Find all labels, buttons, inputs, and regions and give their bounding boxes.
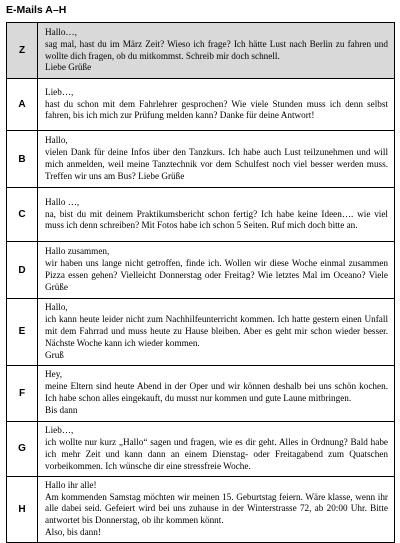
email-row (7, 23, 395, 79)
email-letter: G (7, 421, 38, 476)
email-line: Gruß (45, 349, 64, 360)
email-line: Lieb…, (45, 86, 74, 97)
email-line: Hallo, (45, 302, 68, 312)
email-line: vielen Dank für deine Infos über den Tanzkurs. Ich habe auch Lust teilzunehmen und will mich anmelden, weil meine Tanztechnik vor dem Schulfest noch viel besser werden muss. Treffen wir uns am Bus? Liebe Grüße (45, 147, 388, 181)
email-text (38, 79, 395, 131)
email-text (38, 242, 395, 299)
email-letter: F (7, 365, 38, 421)
email-line: Bis dann (45, 405, 78, 416)
email-line: ich wollte nur kurz „Hallo“ sagen und fragen, wie es dir geht. Alles in Ordnung? Bald habe ich mehr Zeit und kann dann an einem Dienstag- oder Freitagabend zum Quatschen vorbeikommen. Ich wünsche dir eine stressfreie Woche. (45, 436, 388, 471)
email-line: Am kommenden Samstag möchten wir meinen 15. Geburtstag feiern. Wäre klasse, wenn ihr alle dabei seid. Gefeiert wird bei uns zuhause in der Winterstrasse 72, ab 20:00 Uhr. Bitte antwortet bis Donnerstag, ob ihr kommen könnt. (45, 491, 388, 526)
email-row (7, 79, 395, 131)
email-line: Also, bis dann! (45, 527, 101, 538)
email-text (38, 131, 395, 188)
email-line: hast du schon mit dem Fahrlehrer gesprochen? Wie viele Stunden muss ich denn selbst fahren, bis ich mich zur Prüfung melden kann? Danke für deine Antwort! (45, 98, 388, 121)
page-title: E-Mails A–H (6, 4, 67, 16)
email-text (38, 188, 395, 242)
email-text (38, 299, 395, 366)
email-line: na, bist du mit deinem Praktikumsbericht schon fertig? Ich habe keine Ideen…. wie viel muss ich denn schreiben? Mit Fotos habe ich schon 5 Seiten. Ruf mich doch bitte an. (45, 208, 388, 231)
email-text (38, 23, 395, 79)
email-line: Liebe Grüße (45, 62, 92, 73)
email-row (7, 476, 395, 543)
email-row (7, 365, 395, 421)
email-text (38, 476, 395, 543)
email-line: Hallo…, (45, 26, 77, 37)
email-letter: D (7, 242, 38, 299)
email-line: Hallo, (45, 135, 68, 146)
email-row (7, 131, 395, 188)
email-text (38, 365, 395, 421)
email-line: Hallo ihr alle! (45, 479, 97, 490)
email-row (7, 188, 395, 242)
email-letter: H (7, 476, 38, 543)
email-line: wir haben uns lange nicht getroffen, finde ich. Wollen wir diese Woche einmal zusammen Pizza essen gehen? Vielleicht Donnerstag oder Freitag? Wie letztes Mal im Oceano? Viele Grüße (45, 258, 388, 292)
email-line: Lieb…, (45, 424, 74, 435)
email-line: meine Eltern sind heute Abend in der Oper und wir können deshalb bei uns schön kochen. Ich habe schon alles eingekauft, du musst nur kommen und gute Laune mitbringen. (45, 381, 388, 404)
email-letter: B (7, 131, 38, 188)
email-row (7, 421, 395, 476)
email-line: Hey, (45, 369, 63, 380)
email-text (38, 421, 395, 476)
email-letter: Z (7, 23, 38, 79)
email-row (7, 299, 395, 366)
email-letter: E (7, 299, 38, 366)
emails-table (6, 22, 395, 543)
email-line: sag mal, hast du im März Zeit? Wieso ich frage? Ich hätte Lust nach Berlin zu fahren und wollte dich fragen, ob du mitkommst. Schreib mir doch schnell. (45, 38, 388, 61)
email-line: Hallo …, (45, 196, 80, 207)
email-letter: A (7, 79, 38, 131)
emails-table-body (7, 23, 395, 543)
email-line: Hallo zusammen, (45, 246, 110, 257)
email-row (7, 242, 395, 299)
email-line: ich kann heute leider nicht zum Nachhilfeunterricht kommen. Ich hatte gestern einen Unfall mit dem Fahrrad und muss heute zu Hause bleiben. Aber es geht mir schon wieder besser. Nächste Woche kann ich wieder kommen. (45, 313, 388, 348)
email-letter: C (7, 188, 38, 242)
